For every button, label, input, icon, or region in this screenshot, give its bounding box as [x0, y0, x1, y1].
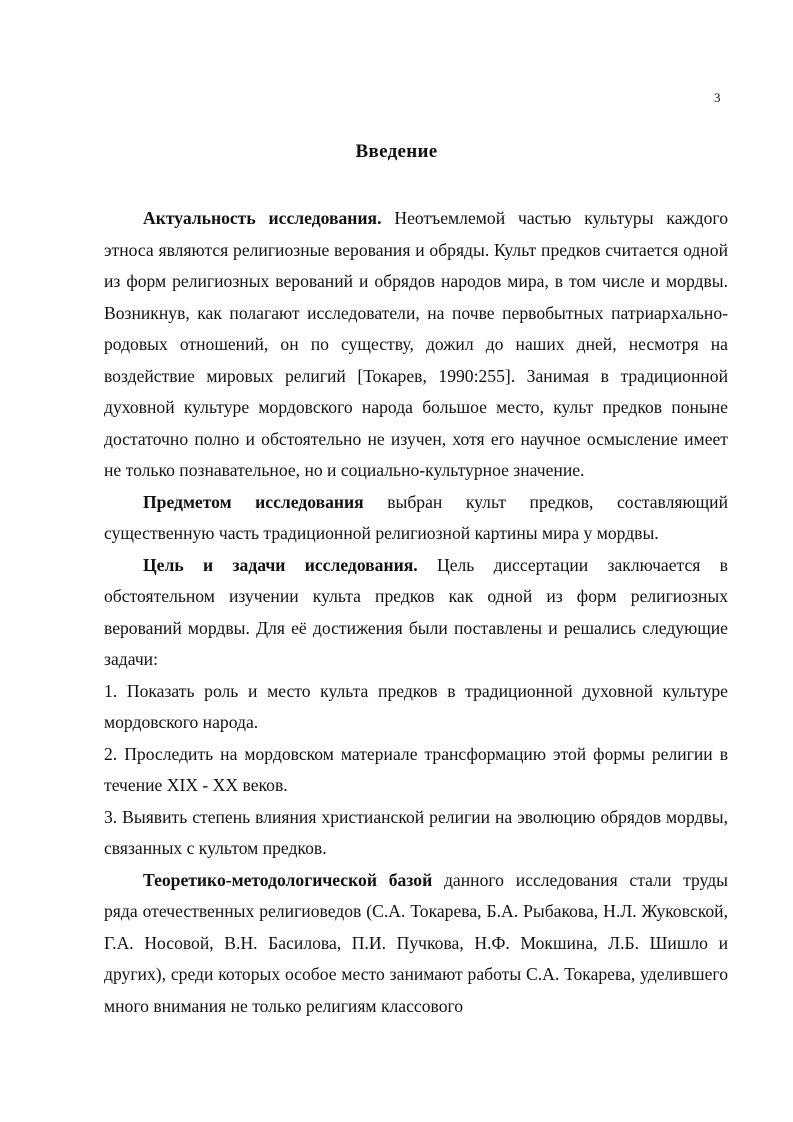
paragraph-lead: Теоретико-методологической базой	[143, 869, 433, 890]
paragraph-text: Цель диссертации заключается в обстоятельном изучении культа предков как одной из форм религиозных верований мордвы. Для её достижения были поставлены и решались следующие задачи:	[104, 554, 728, 669]
paragraph-methodology	[104, 865, 728, 1023]
paragraph-subject	[104, 487, 728, 550]
list-item: 1. Показать роль и место культа предков в традиционной духовной культуре мордовского народа.	[104, 680, 728, 732]
paragraph-goals	[104, 550, 728, 676]
paragraph-lead: Предметом исследования	[143, 491, 364, 512]
page-number: 3	[714, 90, 721, 105]
document-body	[104, 203, 728, 1022]
paragraph-text: данного исследования стали труды ряда отечественных религиоведов (С.А. Токарева, Б.А. Рыбакова, Н.Л. Жуковской, Г.А. Носовой, В.Н. Басилова, П.И. Пучкова, Н.Ф. Мокшина, Л.Б. Шишло и других), среди которых особое место занимают работы С.А. Токарева, уделившего много внимания не только религиям классового	[104, 869, 728, 1016]
list-item: 3. Выявить степень влияния христианской религии на эволюцию обрядов мордвы, связанных с культом предков.	[104, 806, 728, 858]
paragraph-text: Неотъемлемой частью культуры каждого этноса являются религиозные верования и обряды. Культ предков считается одной из форм религиозных верований и обрядов народов мира, в том числе и мордвы. Возникнув, как полагают исследователи, на почве первобытных патриархально-родовых отношений, он по существу, дожил до наших дней, несмотря на воздействие мировых религий [Токарев, 1990:255]. Занимая в традиционной духовной культуре мордовского народа большое место, культ предков поныне достаточно полно и обстоятельно не изучен, хотя его научное осмысление имеет не только познавательное, но и социально-культурное значение.	[104, 208, 729, 480]
page-title: Введение	[355, 141, 438, 162]
paragraph-relevance	[104, 203, 728, 487]
list-item: 2. Проследить на мордовском материале трансформацию этой формы религии в течение XIX - XX веков.	[104, 743, 728, 795]
paragraph-lead: Цель и задачи исследования.	[143, 554, 418, 575]
paragraph-lead: Актуальность исследования.	[143, 208, 382, 228]
paragraph-text: выбран культ предков, составляющий существенную часть традиционной религиозной картины мира у мордвы.	[104, 491, 728, 543]
